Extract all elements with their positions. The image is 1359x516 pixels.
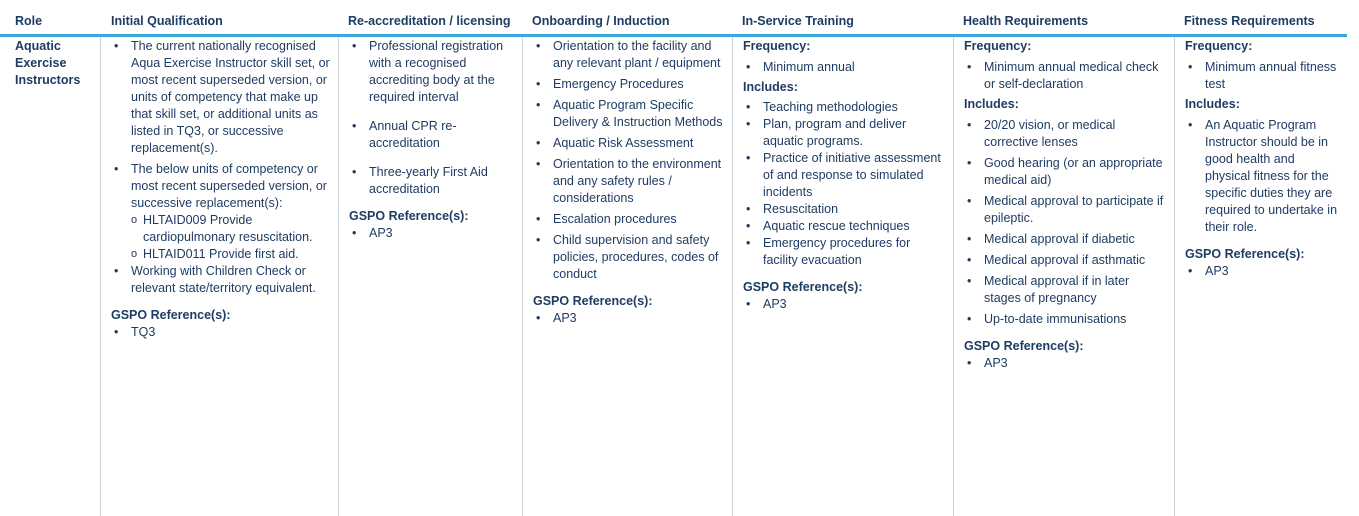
includes-label: Includes: <box>964 97 1019 111</box>
includes-label: Includes: <box>1185 97 1240 111</box>
header-onboarding: Onboarding / Induction <box>532 14 670 28</box>
list-item: • Teaching methodologies <box>743 99 947 116</box>
includes-list <box>743 99 947 269</box>
list-item: • Orientation to the environment and any safety rules / considerations <box>533 156 726 207</box>
gspo-reference-list <box>964 355 1168 372</box>
includes-list <box>1185 117 1341 236</box>
includes-label: Includes: <box>743 80 798 94</box>
frequency-label: Frequency: <box>964 39 1032 53</box>
gspo-reference: • AP3 <box>1185 263 1341 280</box>
frequency-list <box>743 59 947 76</box>
list-item: • Orientation to the facility and any relevant plant / equipment <box>533 38 726 72</box>
list-item-text: The below units of competency or most recent superseded version, or successive replacement(s): <box>131 162 327 210</box>
reaccreditation-list <box>349 38 516 198</box>
list-item: • Escalation procedures <box>533 211 726 228</box>
includes-list <box>964 117 1168 328</box>
fitness-requirements-cell <box>1174 37 1347 516</box>
role-line: Exercise <box>15 56 67 70</box>
sub-list-item: o HLTAID009 Provide cardiopulmonary resuscitation. <box>131 212 332 246</box>
sub-list <box>131 212 332 263</box>
list-item: • Medical approval to participate if epileptic. <box>964 193 1168 227</box>
table-header-row <box>0 0 1347 37</box>
list-item: • Up-to-date immunisations <box>964 311 1168 328</box>
gspo-reference-label: GSPO Reference(s): <box>349 209 469 223</box>
gspo-reference: • TQ3 <box>111 324 332 341</box>
gspo-reference: • AP3 <box>533 310 726 327</box>
gspo-reference-list <box>533 310 726 327</box>
list-item: • Minimum annual <box>743 59 947 76</box>
list-item: • Working with Children Check or relevant state/territory equivalent. <box>111 263 332 297</box>
header-role: Role <box>15 14 43 28</box>
list-item: • Practice of initiative assessment of and response to simulated incidents <box>743 150 947 201</box>
list-item: • Minimum annual medical check or self-declaration <box>964 59 1168 93</box>
list-item: • Emergency procedures for facility evacuation <box>743 235 947 269</box>
list-item: • Minimum annual fitness test <box>1185 59 1341 93</box>
role-line: Instructors <box>15 73 81 87</box>
gspo-reference: • AP3 <box>743 296 947 313</box>
list-item: • Medical approval if in later stages of pregnancy <box>964 273 1168 307</box>
list-item: • Professional registration with a recognised accrediting body at the required interval <box>349 38 516 106</box>
gspo-reference-label: GSPO Reference(s): <box>964 339 1084 353</box>
header-fitness-requirements: Fitness Requirements <box>1184 14 1315 28</box>
initial-qualification-list <box>111 38 332 297</box>
header-health-requirements: Health Requirements <box>963 14 1089 28</box>
gspo-reference-list <box>1185 263 1341 280</box>
gspo-reference-label: GSPO Reference(s): <box>743 280 863 294</box>
onboarding-cell <box>522 37 732 516</box>
list-item: • Medical approval if asthmatic <box>964 252 1168 269</box>
gspo-reference-list <box>743 296 947 313</box>
role-name <box>0 37 100 89</box>
sub-list-item: o HLTAID011 Provide first aid. <box>131 246 332 263</box>
list-item: • Aquatic rescue techniques <box>743 218 947 235</box>
frequency-label: Frequency: <box>743 39 811 53</box>
list-item <box>111 161 332 263</box>
list-item: • Emergency Procedures <box>533 76 726 93</box>
list-item: • Three-yearly First Aid accreditation <box>349 164 516 198</box>
header-in-service-training: In-Service Training <box>742 14 854 28</box>
initial-qualification-cell <box>100 37 338 516</box>
in-service-training-cell <box>732 37 953 516</box>
list-item: • Annual CPR re-accreditation <box>349 118 516 152</box>
list-item: • Aquatic Risk Assessment <box>533 135 726 152</box>
gspo-reference: • AP3 <box>964 355 1168 372</box>
list-item: • Aquatic Program Specific Delivery & Instruction Methods <box>533 97 726 131</box>
role-line: Aquatic <box>15 39 61 53</box>
reaccreditation-cell <box>338 37 522 516</box>
list-item: • Plan, program and deliver aquatic programs. <box>743 116 947 150</box>
gspo-reference-label: GSPO Reference(s): <box>533 294 653 308</box>
onboarding-list <box>533 38 726 283</box>
list-item: • Medical approval if diabetic <box>964 231 1168 248</box>
gspo-reference-label: GSPO Reference(s): <box>1185 247 1305 261</box>
health-requirements-cell <box>953 37 1174 516</box>
list-item: • Resuscitation <box>743 201 947 218</box>
gspo-reference: • AP3 <box>349 225 516 242</box>
list-item: • Child supervision and safety policies, procedures, codes of conduct <box>533 232 726 283</box>
header-initial-qualification: Initial Qualification <box>111 14 223 28</box>
gspo-reference-label: GSPO Reference(s): <box>111 308 231 322</box>
list-item: • An Aquatic Program Instructor should be in good health and physical fitness for the specific duties they are required to undertake in their role. <box>1185 117 1341 236</box>
gspo-reference-list <box>349 225 516 242</box>
role-cell <box>0 37 100 516</box>
header-reaccreditation: Re-accreditation / licensing <box>348 14 511 28</box>
frequency-label: Frequency: <box>1185 39 1253 53</box>
gspo-reference-list <box>111 324 332 341</box>
list-item: • 20/20 vision, or medical corrective lenses <box>964 117 1168 151</box>
frequency-list <box>1185 59 1341 93</box>
list-item: • The current nationally recognised Aqua Exercise Instructor skill set, or most recent superseded version, or units of competency that make up that skill set, or additional units as listed in TQ3, or successive replacement(s). <box>111 38 332 157</box>
list-item: • Good hearing (or an appropriate medical aid) <box>964 155 1168 189</box>
frequency-list <box>964 59 1168 93</box>
